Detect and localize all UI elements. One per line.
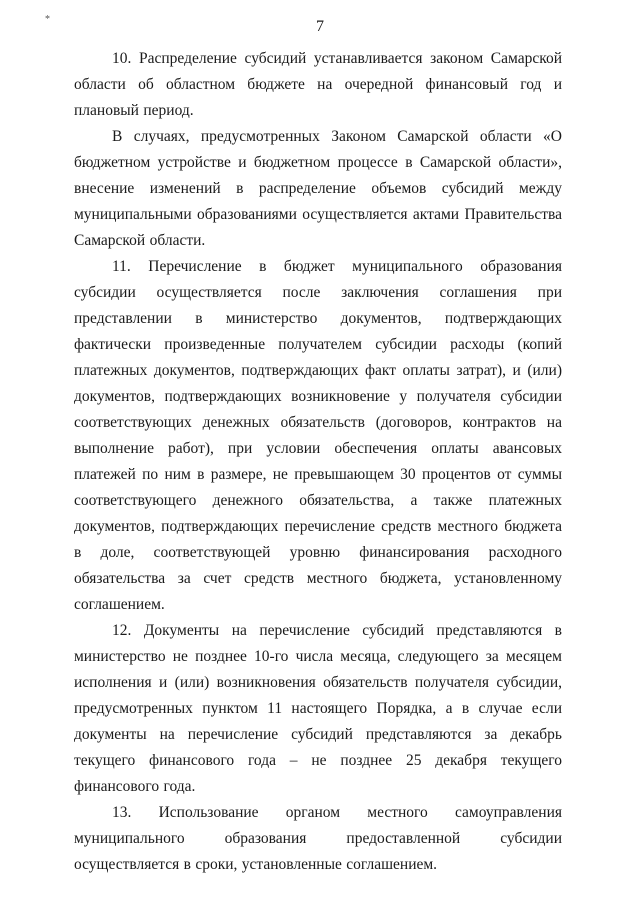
paragraph-10-continued: В случаях, предусмотренных Законом Самарской области «О бюджетном устройстве и бюджетном процессе в Самарской области», внесение изменений в распределение объемов субсидий между муниципальными образованиями осуществляется актами Правительства Самарской области.: [74, 128, 562, 249]
corner-mark: *: [45, 14, 50, 25]
paragraph-10: 10. Распределение субсидий устанавливается законом Самарской области об областном бюджете на очередной финансовый год и плановый период.: [74, 50, 562, 119]
page-number: 7: [316, 18, 324, 35]
document-body: [74, 46, 562, 878]
paragraph-12: 12. Документы на перечисление субсидий представляются в министерство не позднее 10-го числа месяца, следующего за месяцем исполнения и (или) возникновения обязательств получателя субсидии, предусмотренных пунктом 11 настоящего Порядка, а в случае если документы на перечисление субсидий представляются за декабрь текущего финансового года – не позднее 25 декабря текущего финансового года.: [74, 622, 562, 795]
paragraph-11: 11. Перечисление в бюджет муниципального образования субсидии осуществляется после заключения соглашения при представлении в министерство документов, подтверждающих фактически произведенные получателем субсидии расходы (копий платежных документов, подтверждающих факт оплаты затрат), и (или) документов, подтверждающих возникновение у получателя субсидии соответствующих денежных обязательств (договоров, контрактов на выполнение работ), при условии обеспечения оплаты авансовых платежей по ним в размере, не превышающем 30 процентов от суммы соответствующего денежного обязательства, а также платежных документов, подтверждающих перечисление средств местного бюджета в доле, соответствующей уровню финансирования расходного обязательства за счет средств местного бюджета, установленному соглашением.: [74, 258, 562, 613]
paragraph-13: 13. Использование органом местного самоуправления муниципального образования предоставленной субсидии осуществляется в сроки, установленные соглашением.: [74, 804, 562, 873]
